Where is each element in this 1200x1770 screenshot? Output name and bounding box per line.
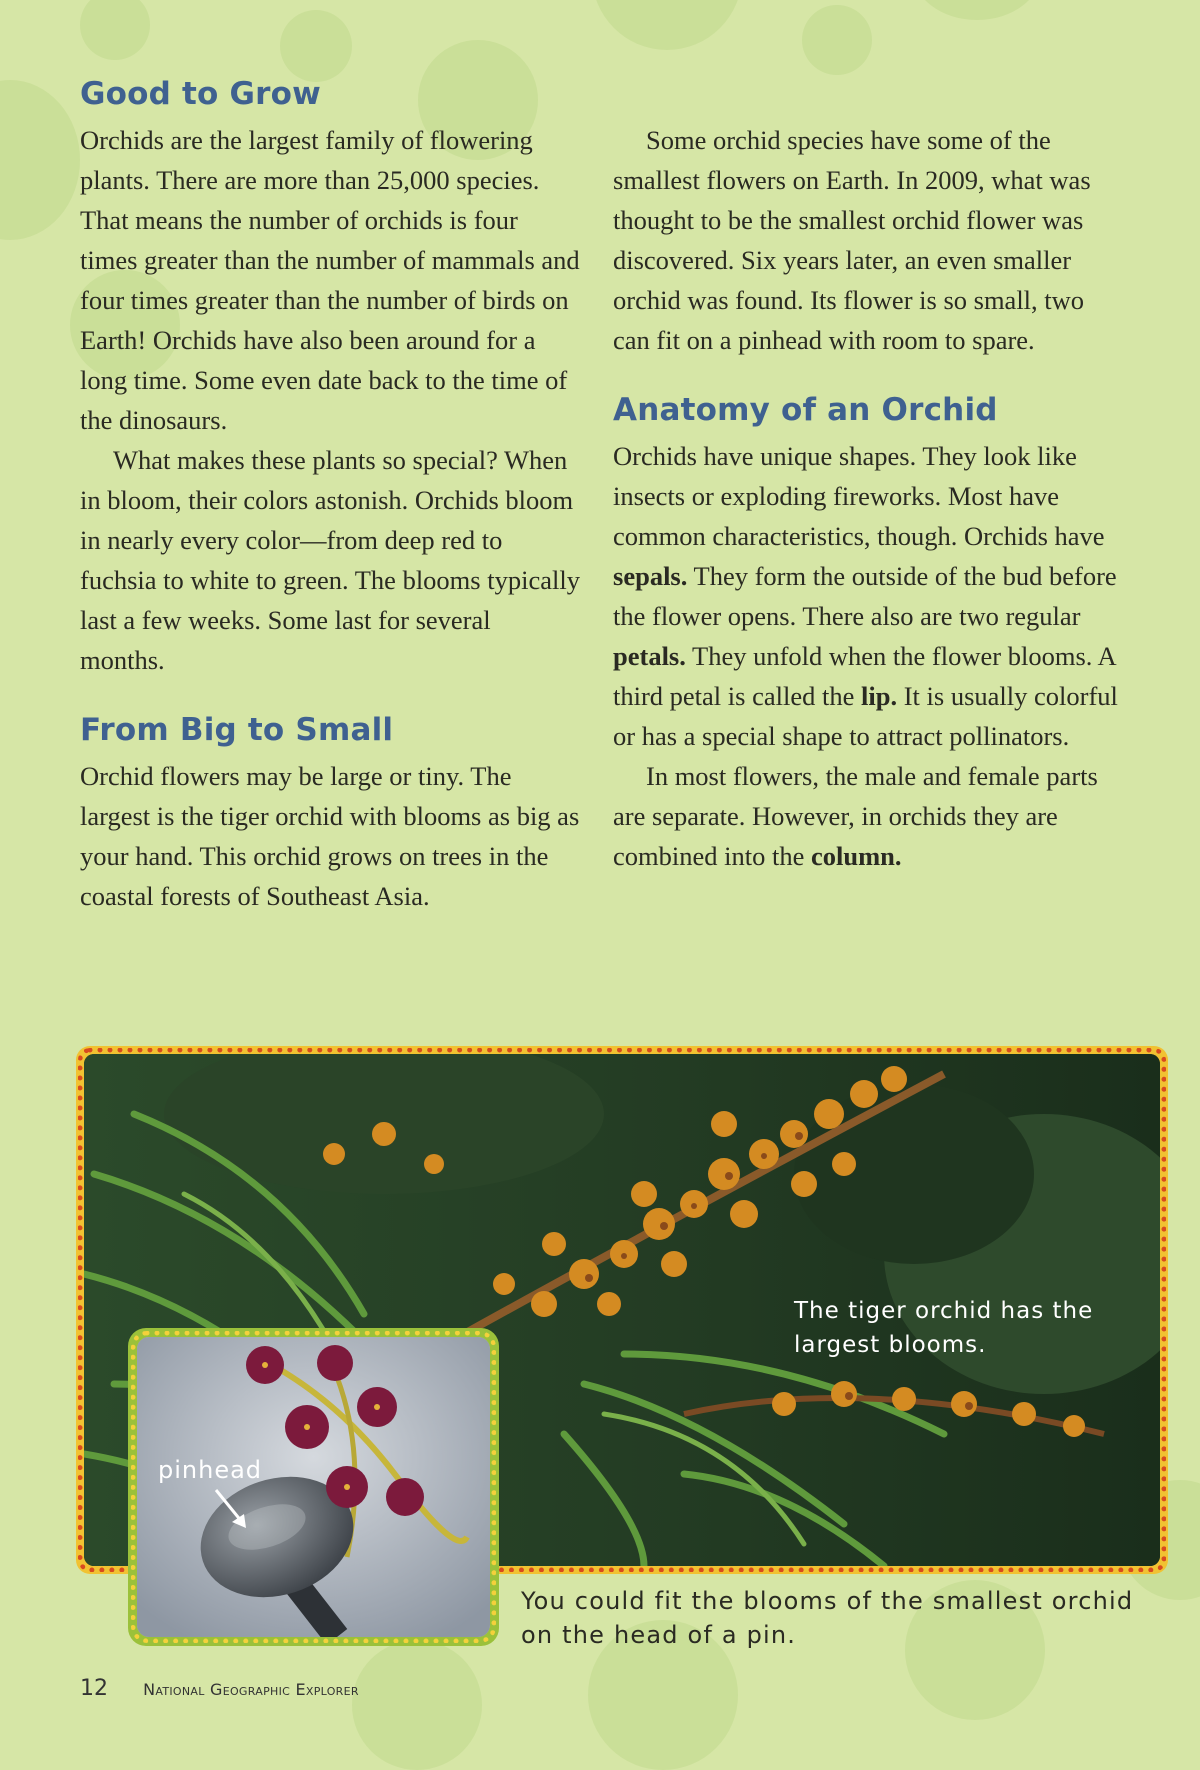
background-dot	[0, 80, 80, 240]
term-column: column.	[810, 841, 902, 871]
background-dot	[352, 1640, 482, 1770]
right-column	[613, 72, 1123, 876]
background-dot	[912, 0, 1042, 20]
smallest-orchid-caption: You could fit the blooms of the smallest orchid on the head of a pin.	[521, 1587, 1134, 1649]
background-dot	[592, 0, 742, 50]
heading-anatomy-of-an-orchid: Anatomy of an Orchid	[613, 392, 998, 428]
tiger-orchid-caption: The tiger orchid has the largest blooms.	[794, 1298, 1094, 1358]
term-lip: lip.	[861, 681, 898, 711]
background-dot	[80, 0, 150, 60]
pinhead-label: pinhead	[158, 1456, 263, 1484]
paragraph: Orchids have unique shapes. They look like insects or exploding fireworks. Most have common characteristics, though. Orchids have sepals. They form the outside of the bud before the flower opens. There also are two regular petals. They unfold when the flower blooms. A third petal is called the lip. It is usually colorful or has a special shape to attract pollinators.	[613, 441, 1118, 751]
heading-from-big-to-small: From Big to Small	[80, 712, 394, 748]
paragraph: What makes these plants so special? When in bloom, their colors astonish. Orchids bloom in nearly every color—from deep red to fuchsia to white to green. The blooms typically last a few weeks. Some last for several months.	[80, 445, 580, 675]
term-sepals: sepals.	[613, 561, 688, 591]
page-number: 12	[80, 1676, 108, 1701]
paragraph: Orchid flowers may be large or tiny. The largest is the tiger orchid with blooms as big as your hand. This orchid grows on trees in the coastal forests of Southeast Asia.	[80, 761, 580, 911]
paragraph: Orchids are the largest family of flowering plants. There are more than 25,000 species. That means the number of orchids is four times greater than the number of mammals and four times greater than the number of birds on Earth! Orchids have also been around for a long time. Some even date back to the time of the dinosaurs.	[80, 125, 580, 435]
pinhead-photo-frame	[128, 1328, 499, 1646]
paragraph: Some orchid species have some of the smallest flowers on Earth. In 2009, what was thought to be the smallest orchid flower was discovered. Six years later, an even smaller orchid was found. Its flower is so small, two can fit on a pinhead with room to spare.	[613, 125, 1091, 355]
publication-name: National Geographic Explorer	[143, 1680, 359, 1699]
arrow-icon	[212, 1486, 252, 1532]
background-dot	[802, 5, 872, 75]
heading-good-to-grow: Good to Grow	[80, 76, 322, 112]
left-column	[80, 72, 580, 916]
page-footer	[80, 1676, 359, 1701]
term-petals: petals.	[613, 641, 686, 671]
pinhead-photo	[137, 1337, 490, 1637]
paragraph: In most flowers, the male and female parts are separate. However, in orchids they are combined into the column.	[613, 761, 1098, 871]
